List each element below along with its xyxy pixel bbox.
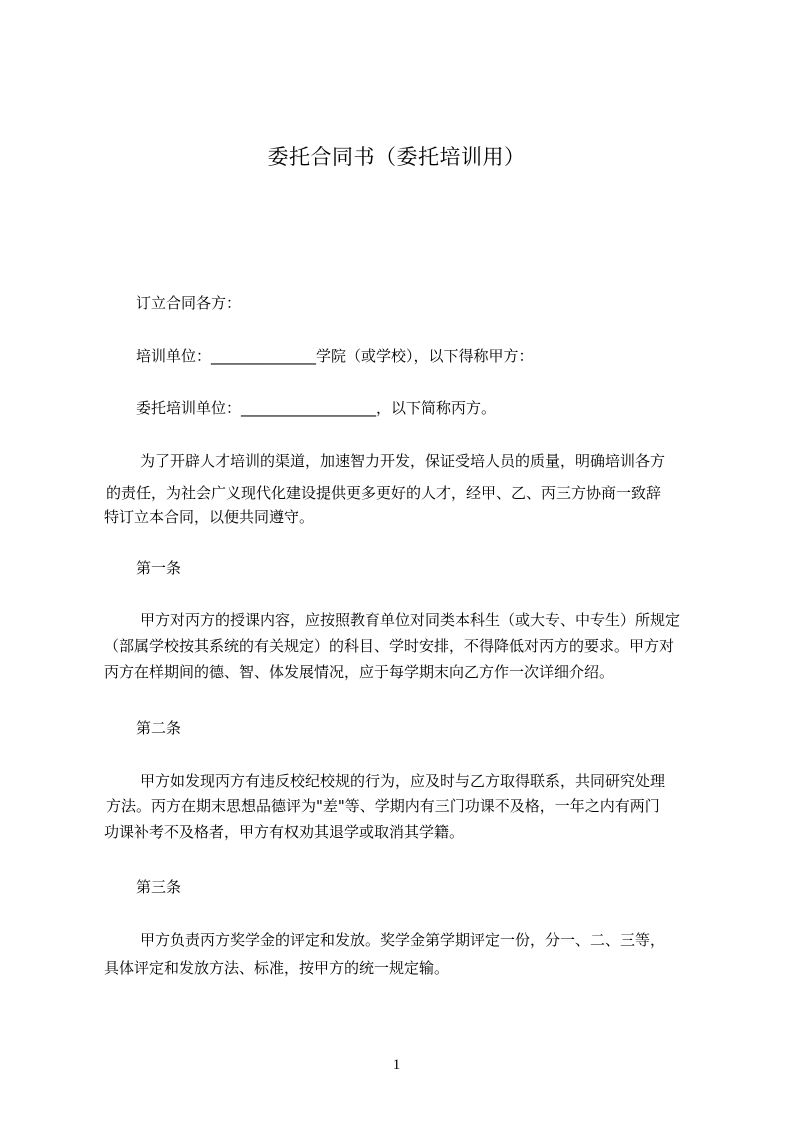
party-c-line: 委托培训单位：__________________，以下简称丙方。 — [136, 399, 497, 417]
intro-line: 的责任，为社会广义现代化建设提供更多更好的人才，经甲、乙、丙三方协商一致辞 — [106, 484, 662, 502]
party-a-line: 培训单位：______________学院（或学校），以下得称甲方： — [136, 347, 534, 365]
intro-line: 特订立本合同，以便共同遵守。 — [104, 508, 315, 526]
intro-line: 为了开辟人才培训的渠道，加速智力开发，保证受培人员的质量，明确培训各方 — [140, 452, 666, 470]
article1-line: （部属学校按其系统的有关规定）的科目、学时安排，不得降低对丙方的要求。甲方对 — [104, 637, 675, 655]
article1-heading: 第一条 — [136, 559, 182, 577]
article3-heading: 第三条 — [136, 878, 182, 896]
document-title: 委托合同书（委托培训用） — [267, 145, 526, 169]
article2-line: 方法。丙方在期末思想品德评为"差"等、学期内有三门功课不及格，一年之内有两门 — [106, 797, 660, 815]
article1-line: 丙方在样期间的德、智、体发展情况，应于每学期末向乙方作一次详细介绍。 — [104, 663, 615, 681]
article3-line: 甲方负责丙方奖学金的评定和发放。奖学金第学期评定一份，分一、二、三等， — [140, 931, 666, 949]
parties-heading: 订立合同各方： — [136, 294, 242, 312]
article3-line: 具体评定和发放方法、标准，按甲方的统一规定输。 — [104, 959, 450, 977]
article1-line: 甲方对丙方的授课内容，应按照教育单位对同类本科生（或大专、中专生）所规定 — [140, 611, 681, 629]
article2-line: 功课补考不及格者，甲方有权劝其退学或取消其学籍。 — [104, 823, 465, 841]
article2-line: 甲方如发现丙方有违反校纪校规的行为，应及时与乙方取得联系，共同研究处理 — [140, 772, 666, 790]
page-number: 1 — [392, 1057, 401, 1073]
article2-heading: 第二条 — [136, 719, 182, 737]
